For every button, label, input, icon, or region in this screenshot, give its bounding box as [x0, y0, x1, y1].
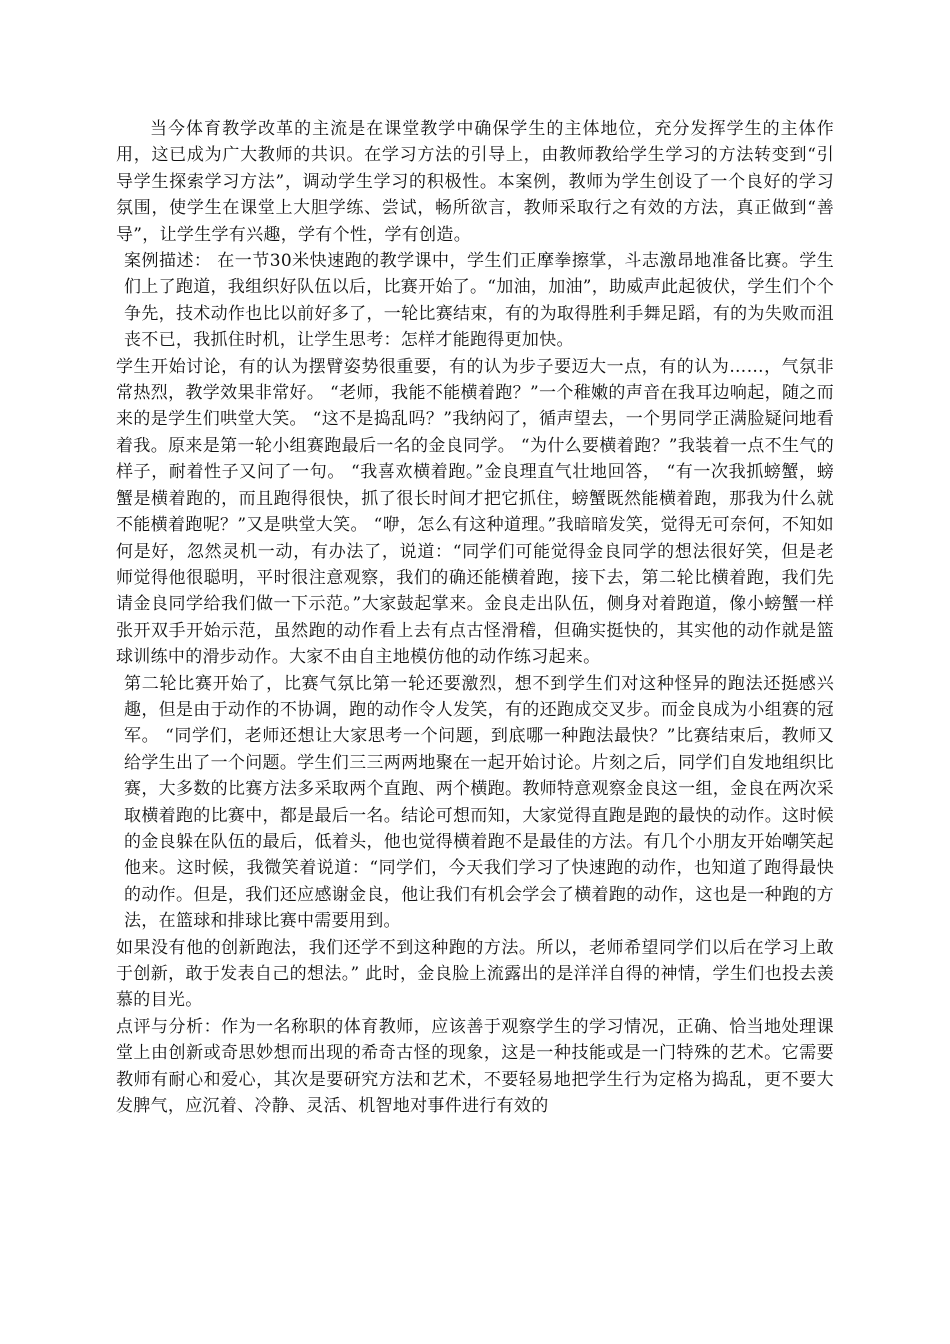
intro-paragraph: 当今体育教学改革的主流是在课堂教学中确保学生的主体地位，充分发挥学生的主体作用，这已成为广大教师的共识。在学习方法的引导上，由教师教给学生学习的方法转变到“引导学生探索学习方法”，调动学生学习的积极性。本案例，教师为学生创设了一个良好的学习氛围，使学生在课堂上大胆学练、尝试，畅所欲言，教师采取行之有效的方法，真正做到“善导”，让学生学有兴趣，学有个性，学有创造。	[116, 119, 834, 245]
second-round-paragraph: 第二轮比赛开始了，比赛气氛比第一轮还要激烈，想不到学生们对这种怪异的跑法还挺感兴趣，但是由于动作的不协调，跑的动作令人发笑，有的还跑成交叉步。而金良成为小组赛的冠军。 “同学们，老师还想让大家思考一个问题，到底哪一种跑法最快？”比赛结束后，教师又给学生出了一个问题。学生们三三两两地聚在一起开始讨论。片刻之后，同学们自发地组织比赛，大多数的比赛方法多采取两个直跑、两个横跑。教师特意观察金良这一组，金良在两次采取横着跑的比赛中，都是最后一名。结论可想而知，大家觉得直跑是跑的最快的动作。这时候的金良躲在队伍的最后，低着头，他也觉得横着跑不是最佳的方法。有几个小朋友开始嘲笑起他来。这时候，我微笑着说道：“同学们，今天我们学习了快速跑的动作，也知道了跑得最快的动作。但是，我们还应感谢金良，他让我们有机会学会了横着跑的动作，这也是一种跑的方法，在篮球和排球比赛中需要用到。	[124, 673, 834, 932]
teacher-closing-paragraph: 如果没有他的创新跑法，我们还学不到这种跑的方法。所以，老师希望同学们以后在学习上敢于创新，敢于发表自己的想法。” 此时，金良脸上流露出的是洋洋自得的神情，学生们也投去羡慕的目光。	[116, 937, 834, 1011]
document-body	[116, 116, 834, 1119]
case-description-paragraph: 案例描述： 在一节30米快速跑的教学课中，学生们正摩拳擦掌，斗志激昂地准备比赛。学生们上了跑道，我组织好队伍以后，比赛开始了。“加油，加油”，助威声此起彼伏，学生们个个争先，技术动作也比以前好多了，一轮比赛结束，有的为取得胜利手舞足蹈，有的为失败而沮丧不已，我抓住时机，让学生思考：怎样才能跑得更加快。	[124, 251, 834, 351]
commentary-paragraph: 点评与分析：作为一名称职的体育教师，应该善于观察学生的学习情况，正确、恰当地处理课堂上由创新或奇思妙想而出现的希奇古怪的现象，这是一种技能或是一门特殊的艺术。它需要教师有耐心和爱心，其次是要研究方法和艺术，不要轻易地把学生行为定格为捣乱，更不要大发脾气，应沉着、冷静、灵活、机智地对事件进行有效的	[116, 1016, 834, 1117]
discussion-paragraph: 学生开始讨论，有的认为摆臂姿势很重要，有的认为步子要迈大一点，有的认为……，气氛非常热烈，教学效果非常好。 “老师，我能不能横着跑？”一个稚嫩的声音在我耳边响起，随之而来的是学生们哄堂大笑。 “这不是捣乱吗？”我纳闷了，循声望去，一个男同学正满脸疑问地看着我。原来是第一轮小组赛跑最后一名的金良同学。 “为什么要横着跑？”我装着一点不生气的样子，耐着性子又问了一句。 “我喜欢横着跑。”金良理直气壮地回答， “有一次我抓螃蟹，螃蟹是横着跑的，而且跑得很快，抓了很长时间才把它抓住，螃蟹既然能横着跑，那我为什么就不能横着跑呢？”又是哄堂大笑。 “咿，怎么有这种道理。”我暗暗发笑，觉得无可奈何，不知如何是好，忽然灵机一动，有办法了，说道：“同学们可能觉得金良同学的想法很好笑，但是老师觉得他很聪明，平时很注意观察，我们的确还能横着跑，接下去，第二轮比横着跑，我们先请金良同学给我们做一下示范。”大家鼓起掌来。金良走出队伍，侧身对着跑道，像小螃蟹一样张开双手开始示范，虽然跑的动作看上去有点古怪滑稽，但确实挺快的，其实他的动作就是篮球训练中的滑步动作。大家不由自主地模仿他的动作练习起来。	[116, 356, 834, 668]
